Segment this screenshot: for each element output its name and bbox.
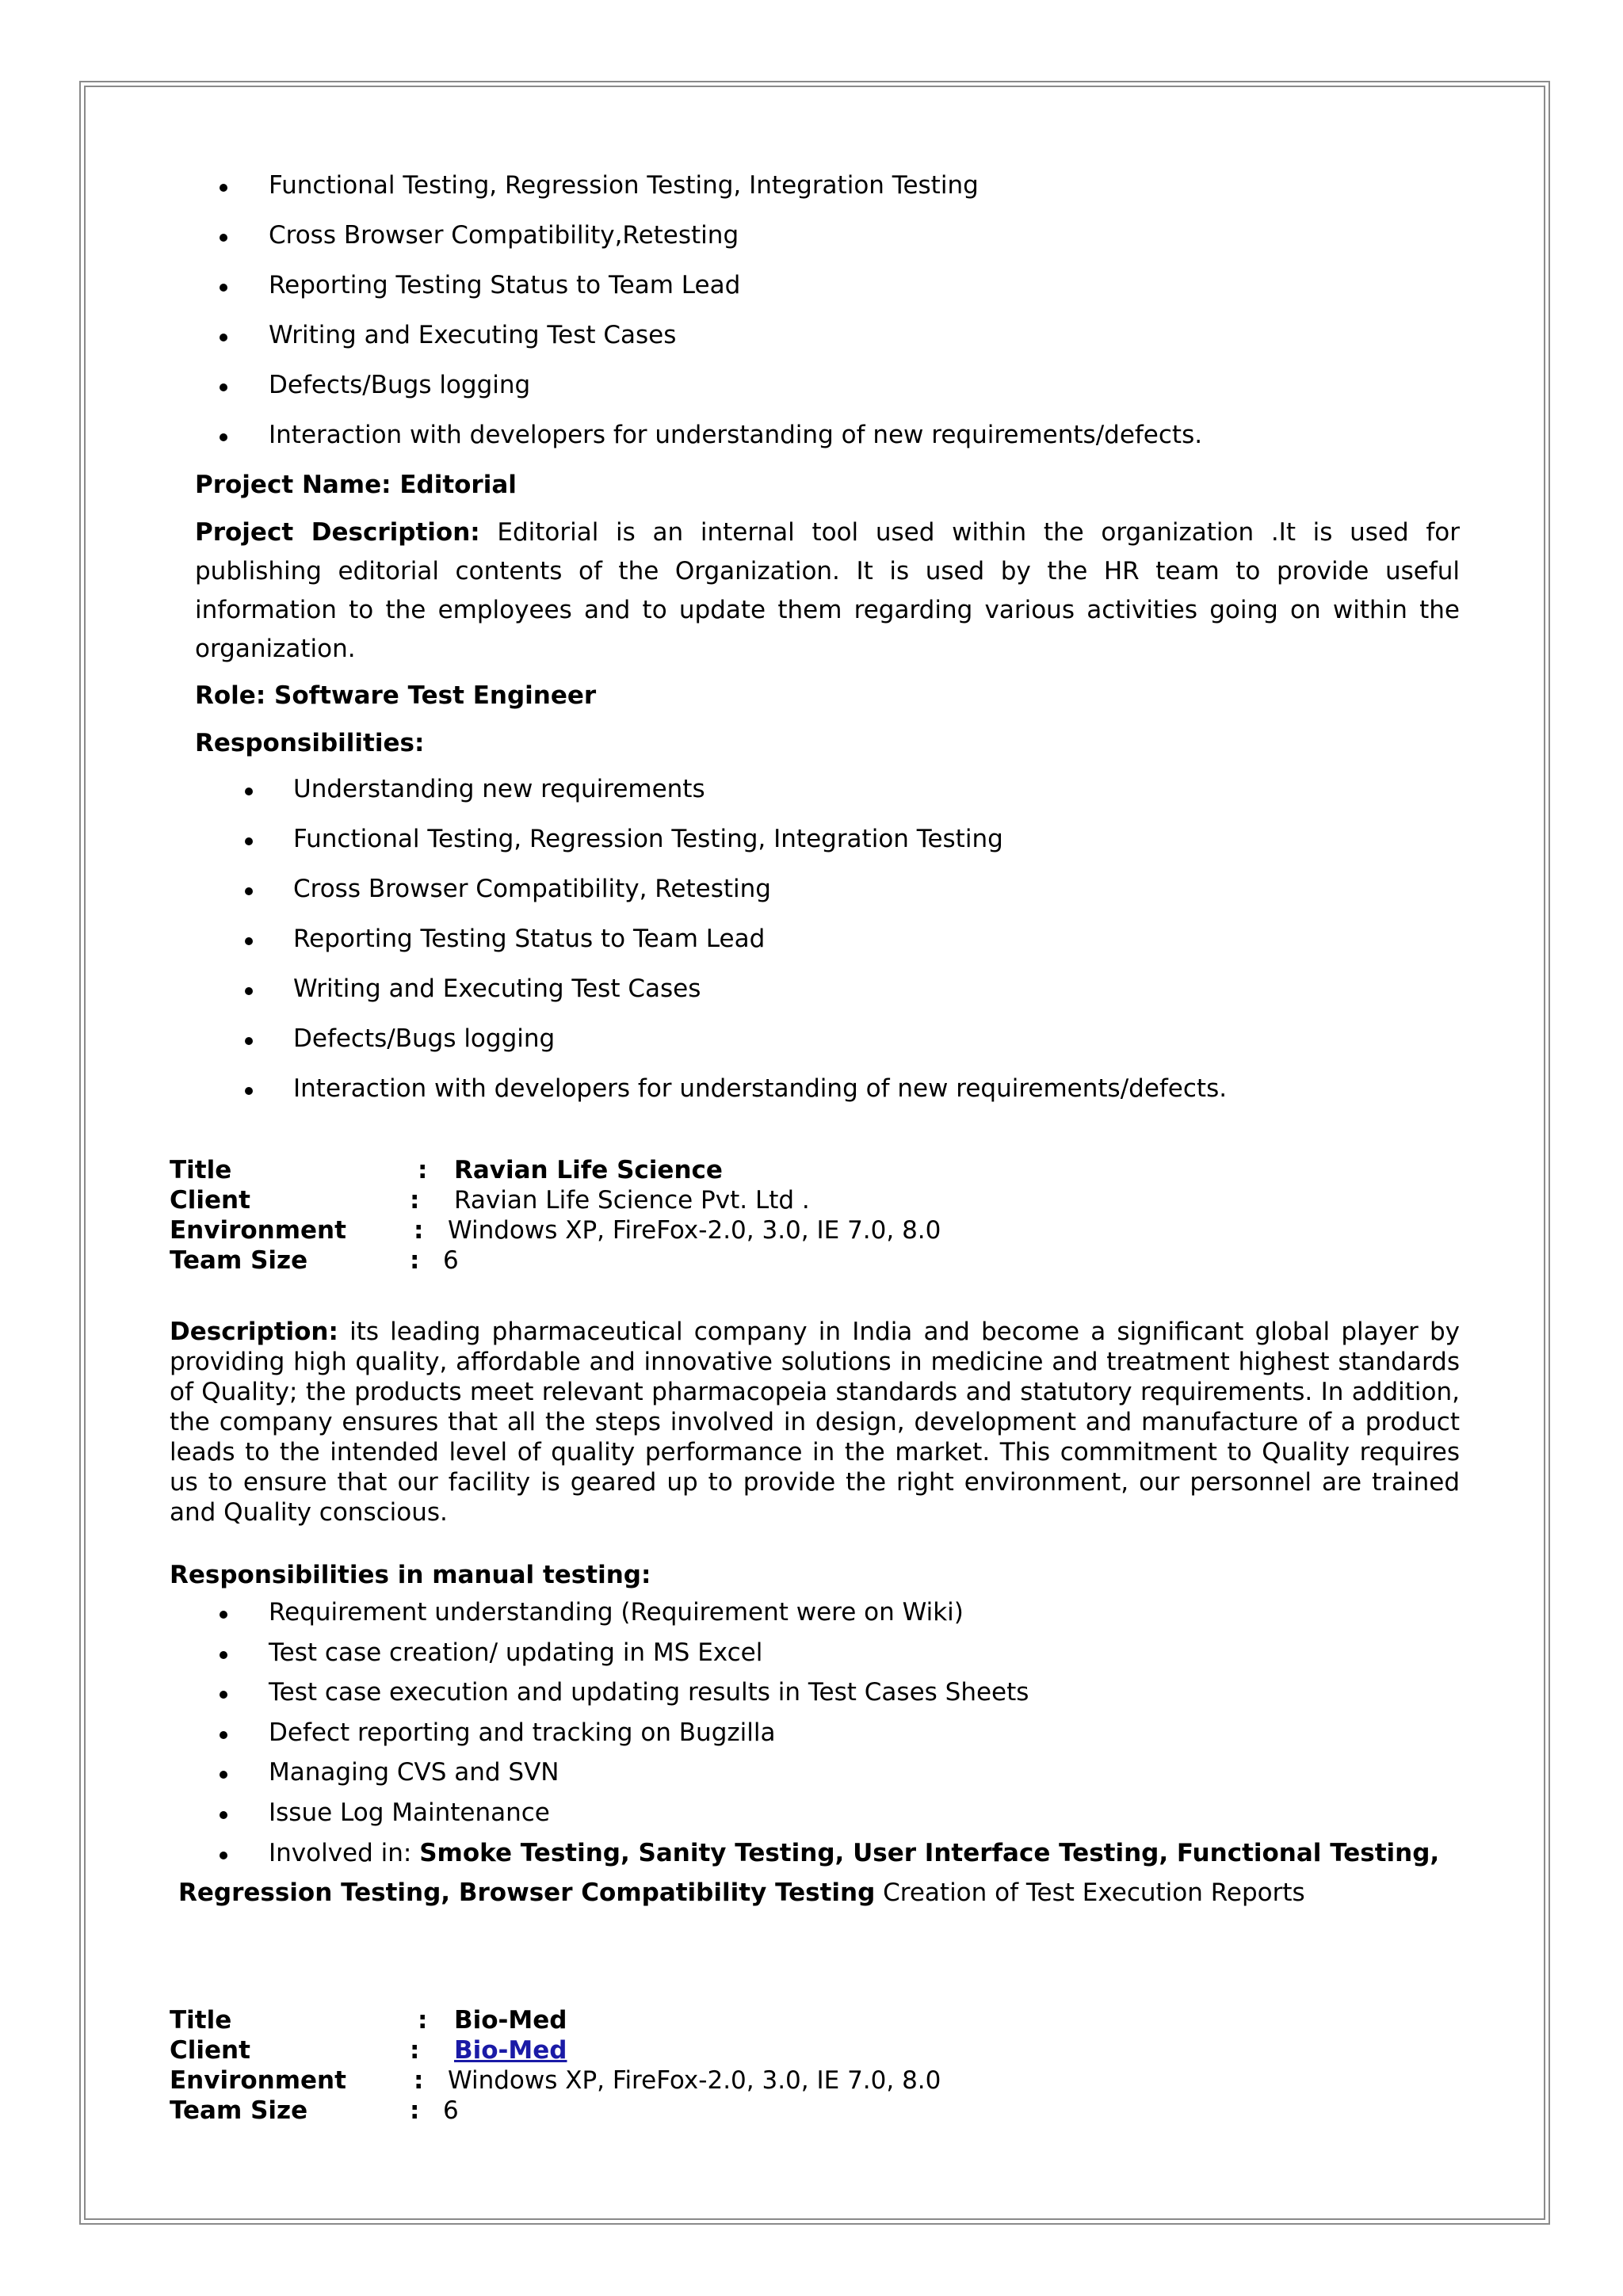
list-item: Test case execution and updating results in Test Cases Sheets	[269, 1678, 1029, 1707]
list-item: Interaction with developers for understanding of new requirements/defects.	[293, 1074, 1228, 1103]
bullet-icon	[220, 1811, 227, 1819]
involved-continuation	[178, 1877, 1305, 1909]
bullet-icon	[245, 788, 253, 795]
bullet-icon	[220, 1611, 227, 1619]
bullet-icon	[220, 1691, 227, 1699]
title-label: Title	[170, 2006, 232, 2035]
client-value: Ravian Life Science Pvt. Ltd .	[454, 1186, 810, 1215]
list-item: Functional Testing, Regression Testing, Integration Testing	[269, 171, 979, 200]
team-size-label: Team Size	[170, 1246, 308, 1275]
bullet-icon	[220, 1651, 227, 1659]
list-item: Reporting Testing Status to Team Lead	[293, 925, 766, 953]
list-item: Issue Log Maintenance	[269, 1798, 550, 1827]
colon: :	[418, 2006, 428, 2035]
list-item: Defect reporting and tracking on Bugzilla	[269, 1718, 776, 1747]
manual-testing-heading: Responsibilities in manual testing:	[170, 1561, 651, 1589]
team-size-label: Team Size	[170, 2096, 308, 2125]
bullet-icon	[245, 1037, 253, 1045]
bullet-icon	[220, 234, 227, 242]
team-size-value: 6	[443, 2096, 459, 2125]
bullet-icon	[220, 284, 227, 292]
colon: :	[414, 2066, 424, 2095]
bullet-icon	[245, 937, 253, 945]
list-item: Cross Browser Compatibility,Retesting	[269, 221, 739, 250]
team-size-value: 6	[443, 1246, 459, 1275]
project-description-label: Project Description:	[195, 518, 480, 547]
list-item: Cross Browser Compatibility, Retesting	[293, 875, 771, 903]
project-description	[195, 513, 1460, 669]
description-text: its leading pharmaceutical company in India and become a significant global player by providing high quality, affordable and innovative solutions in medicine and treatment highest standards of Quality; the products meet relevant pharmacopeia standards and statutory requirements. In addition, the company ensures that all the steps involved in design, development and manufacture of a product leads to the intended level of quality performance in the market. This commitment to Quality requires us to ensure that our facility is geared up to provide the right environment, our personnel are trained and Quality conscious.	[170, 1318, 1460, 1527]
involved-testing-types: Smoke Testing, Sanity Testing, User Interface Testing, Functional Testing,	[419, 1839, 1440, 1867]
client-label: Client	[170, 1186, 250, 1215]
bullet-icon	[220, 433, 227, 441]
environment-value: Windows XP, FireFox-2.0, 3.0, IE 7.0, 8.0	[448, 1216, 941, 1245]
colon: :	[414, 1216, 424, 1245]
list-item: Requirement understanding (Requirement were on Wiki)	[269, 1598, 964, 1627]
list-item: Managing CVS and SVN	[269, 1758, 559, 1787]
ravian-description	[170, 1317, 1460, 1527]
client-link[interactable]: Bio-Med	[454, 2036, 567, 2065]
list-item: Writing and Executing Test Cases	[293, 974, 701, 1003]
bullet-icon	[220, 1852, 227, 1859]
list-item: Reporting Testing Status to Team Lead	[269, 271, 741, 299]
list-item: Defects/Bugs logging	[269, 371, 531, 399]
client-label: Client	[170, 2036, 250, 2065]
bullet-icon	[220, 184, 227, 192]
involved-prefix: Involved in:	[269, 1839, 420, 1867]
list-item: Understanding new requirements	[293, 775, 705, 803]
bullet-icon	[220, 334, 227, 341]
involved-testing-types-2: Regression Testing, Browser Compatibility Testing	[178, 1878, 876, 1907]
colon: :	[410, 1186, 420, 1215]
list-item: Writing and Executing Test Cases	[269, 321, 677, 349]
colon: :	[410, 2096, 420, 2125]
list-item: Test case creation/ updating in MS Excel	[269, 1638, 763, 1667]
bullet-icon	[220, 383, 227, 391]
title-value: Bio-Med	[454, 2006, 567, 2035]
project-name: Project Name: Editorial	[195, 471, 517, 499]
involved-in-item	[269, 1837, 1439, 1869]
involved-tail: Creation of Test Execution Reports	[875, 1878, 1305, 1907]
title-value: Ravian Life Science	[454, 1156, 723, 1184]
responsibilities-heading: Responsibilities:	[195, 729, 425, 757]
description-label: Description:	[170, 1318, 338, 1346]
bullet-icon	[245, 987, 253, 995]
bullet-icon	[220, 1771, 227, 1779]
environment-label: Environment	[170, 2066, 346, 2095]
list-item: Defects/Bugs logging	[293, 1024, 556, 1053]
bullet-icon	[245, 887, 253, 895]
environment-value: Windows XP, FireFox-2.0, 3.0, IE 7.0, 8.0	[448, 2066, 941, 2095]
colon: :	[418, 1156, 428, 1184]
list-item: Functional Testing, Regression Testing, Integration Testing	[293, 825, 1003, 853]
colon: :	[410, 1246, 420, 1275]
title-label: Title	[170, 1156, 232, 1184]
bullet-icon	[220, 1731, 227, 1739]
project-description-text: Editorial is an internal tool used within the organization .It is used for publishing editorial contents of the Organization. It is used by the HR team to provide useful information to the employees and to update them regarding various activities going on within the organization.	[195, 518, 1460, 663]
bullet-icon	[245, 837, 253, 845]
list-item: Interaction with developers for understanding of new requirements/defects.	[269, 421, 1203, 449]
bullet-icon	[245, 1087, 253, 1095]
role: Role: Software Test Engineer	[195, 681, 597, 710]
colon: :	[410, 2036, 420, 2065]
environment-label: Environment	[170, 1216, 346, 1245]
